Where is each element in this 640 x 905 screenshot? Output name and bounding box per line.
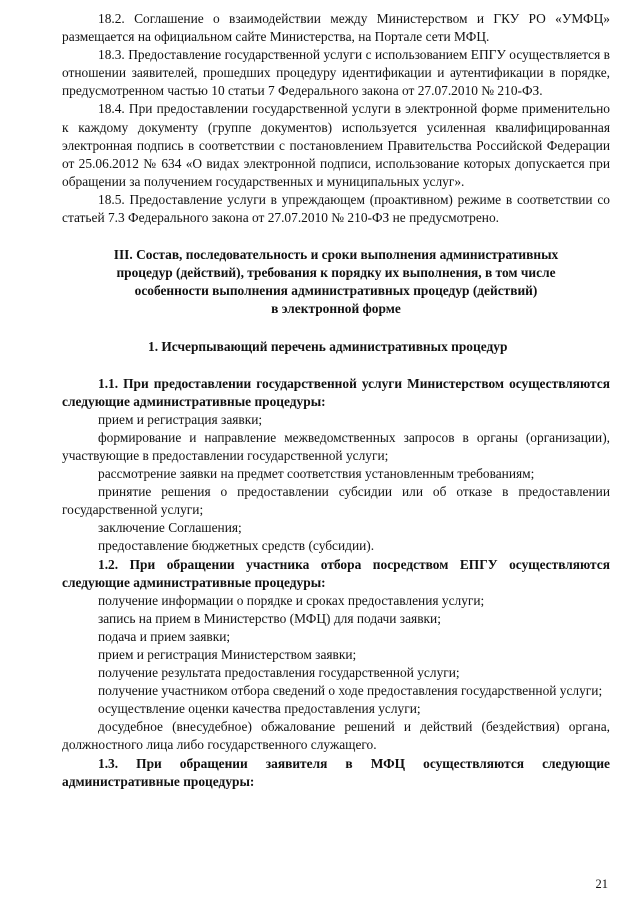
- paragraph-18-5: 18.5. Предоставление услуги в упреждающем (проактивном) режиме в соответствии со статьей 7.3 Федерального закона от 27.07.2010 № 210-ФЗ не предусмотрено.: [62, 191, 610, 226]
- section-heading-line-3: особенности выполнения административных процедур (действий): [134, 283, 538, 299]
- list-item: рассмотрение заявки на предмет соответствия установленным требованиям;: [98, 466, 535, 482]
- spacer: [62, 319, 610, 338]
- section-heading-line-2: процедур (действий), требования к порядку их выполнения, в том числе: [116, 265, 556, 281]
- paragraph-18-4: 18.4. При предоставлении государственной услуги в электронной форме применительно к каждому документу (группе документов) используется усиленная квалифицированная электронная подпись в соответствии с постановлением Правительства Российской Федерации от 25.06.2012 № 634 «О видах электронной подписи, использование которых допускается при обращении за получением государственных и муниципальных услуг».: [62, 101, 610, 189]
- section-heading-line-1: III. Состав, последовательность и сроки выполнения административных: [113, 247, 559, 263]
- list-item: прием и регистрация заявки;: [98, 411, 263, 427]
- item-1-3-title: 1.3. При обращении заявителя в МФЦ осуществляются следующие административные процедуры:: [62, 755, 610, 789]
- item-1-2-title: 1.2. При обращении участника отбора посредством ЕПГУ осуществляются следующие административные процедуры:: [62, 556, 610, 590]
- list-item: формирование и направление межведомственных запросов в органы (организации), участвующие в предоставлении государственной услуги;: [62, 429, 610, 463]
- list-item: запись на прием в Министерство (МФЦ) для подачи заявки;: [98, 610, 441, 626]
- spacer: [62, 356, 610, 375]
- section-heading-line-4: в электронной форме: [271, 301, 401, 317]
- list-item: принятие решения о предоставлении субсидии или об отказе в предоставлении государственной услуги;: [62, 484, 610, 518]
- list-item: заключение Соглашения;: [98, 520, 242, 536]
- list-item: прием и регистрация Министерством заявки;: [98, 647, 357, 662]
- spacer: [62, 227, 610, 246]
- list-item: досудебное (внесудебное) обжалование решений и действий (бездействия) органа, должностного лица либо государственного служащего.: [62, 719, 610, 753]
- list-item: получение результата предоставления государственной услуги;: [98, 665, 460, 681]
- list-item: осуществление оценки качества предоставления услуги;: [98, 701, 421, 717]
- item-1-1-title: 1.1. При предоставлении государственной услуги Министерством осуществляются следующие административные процедуры:: [62, 375, 610, 409]
- page-number: 21: [595, 877, 608, 891]
- list-item: предоставление бюджетных средств (субсидии).: [98, 538, 375, 554]
- list-item: получение информации о порядке и сроках предоставления услуги;: [98, 592, 485, 608]
- list-item: подача и прием заявки;: [98, 628, 231, 644]
- list-item: получение участником отбора сведений о ходе предоставления государственной услуги;: [98, 683, 603, 699]
- document-page: [62, 10, 610, 791]
- paragraph-18-2: 18.2. Соглашение о взаимодействии между Министерством и ГКУ РО «УМФЦ» размещается на официальном сайте Министерства, на Портале сети МФЦ.: [62, 11, 610, 45]
- subsection-heading: 1. Исчерпывающий перечень административных процедур: [148, 338, 508, 354]
- paragraph-18-3: 18.3. Предоставление государственной услуги с использованием ЕПГУ осуществляется в отношении заявителей, прошедших процедуру идентификации и аутентификации в порядке, предусмотренном частью 10 статьи 7 Федерального закона от 27.07.2010 № 210-ФЗ.: [62, 47, 610, 99]
